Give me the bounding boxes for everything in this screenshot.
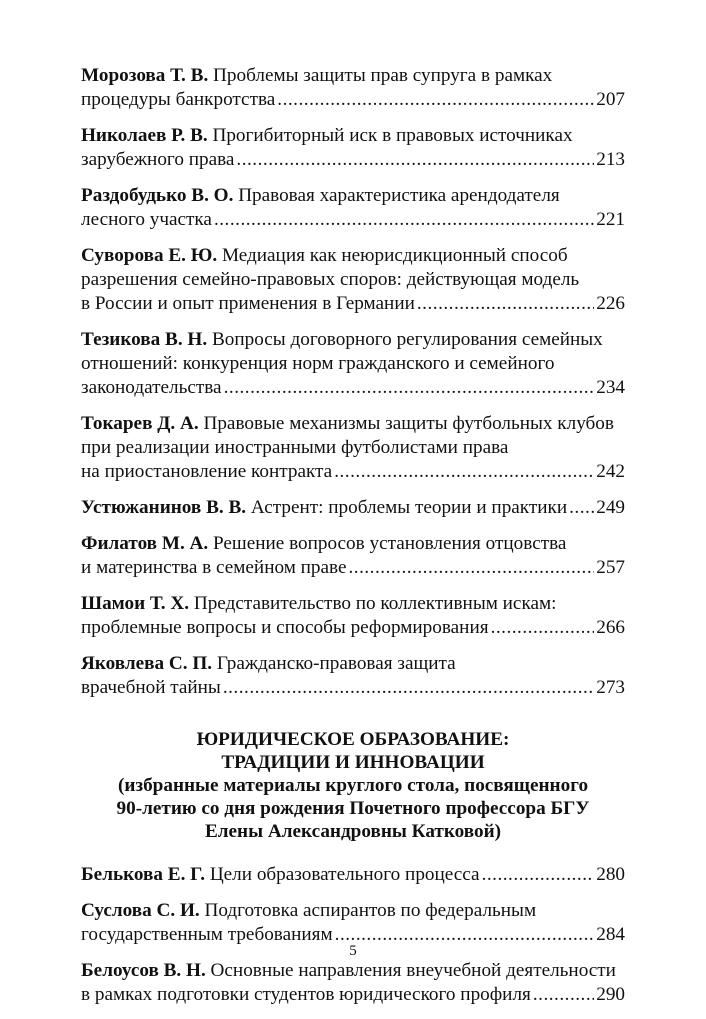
toc-entries-list — [81, 863, 625, 1007]
toc-entry-title-text — [81, 88, 275, 112]
toc-entry-title-line — [81, 532, 625, 556]
toc-entry-last-line — [81, 556, 625, 580]
toc-dot-leader — [214, 208, 594, 232]
toc-entry-title-end: Цели образовательного процесса — [209, 864, 480, 885]
toc-entry-title-line — [81, 64, 625, 88]
toc-entry-last-line — [81, 496, 625, 520]
toc-entry-author: Яковлева С. П. — [81, 653, 213, 674]
toc-dot-leader — [236, 148, 594, 172]
toc-entry-title-end: Астрент: проблемы теории и практики — [250, 497, 568, 518]
toc-entry-author: Токарев Д. А. — [81, 413, 199, 434]
toc-entry-page-number: 221 — [596, 209, 625, 230]
toc-entry — [81, 244, 625, 316]
toc-entry-page-number: 257 — [596, 557, 625, 578]
toc-entry-title-text: Основные направления внеучебной деятельности — [210, 960, 616, 981]
toc-entry-title-end: в рамках подготовки студентов юридического профиля — [81, 984, 531, 1005]
toc-entry-title-text — [81, 376, 222, 400]
toc-entry-author: Белоусов В. Н. — [81, 960, 206, 981]
toc-entry-title-text — [81, 556, 346, 580]
toc-entry — [81, 64, 625, 112]
toc-entry-title-text — [81, 676, 221, 700]
toc-entry-title-line — [81, 244, 625, 268]
toc-entry-title-line — [81, 592, 625, 616]
toc-entry-title-text: разрешения семейно-правовых споров: действующая модель — [81, 269, 580, 290]
toc-entry-title-line — [81, 959, 625, 983]
toc-dot-leader — [491, 616, 595, 640]
toc-entry-title-line — [81, 124, 625, 148]
toc-dot-leader — [569, 496, 594, 520]
toc-entry — [81, 124, 625, 172]
toc-entry-last-line — [81, 863, 625, 887]
toc-entry-author: Николаев Р. В. — [81, 125, 208, 146]
section-title-line: ТРАДИЦИИ И ИННОВАЦИИ — [221, 752, 485, 773]
toc-entry-author: Устюжанинов В. В. — [81, 497, 247, 518]
toc-entry-page-number: 242 — [596, 461, 625, 482]
toc-entry-title-line — [81, 352, 625, 376]
toc-entry-author: Филатов М. А. — [81, 533, 209, 554]
toc-entry — [81, 863, 625, 887]
toc-entry — [81, 532, 625, 580]
toc-entry-page-number: 266 — [596, 617, 625, 638]
toc-entry-author: Белькова Е. Г. — [81, 864, 206, 885]
toc-entry-author: Шамои Т. Х. — [81, 593, 190, 614]
toc-entry-page-number: 234 — [596, 377, 625, 398]
toc-dot-leader — [223, 676, 594, 700]
toc-entry-title-text: Вопросы договорного регулирования семейных — [211, 329, 603, 350]
toc-entry-title-line — [81, 436, 625, 460]
toc-entry-last-line — [81, 460, 625, 484]
toc-entry — [81, 328, 625, 400]
toc-entry-title-text — [81, 863, 480, 887]
toc-entry-title-end: процедуры банкротства — [81, 89, 276, 110]
toc-entry-title-text: Подготовка аспирантов по федеральным — [204, 900, 537, 921]
section-subtitle-line: 90-летию со дня рождения Почетного профессора БГУ — [116, 798, 590, 819]
toc-entry-title-end: в России и опыт применения в Германии — [81, 293, 415, 314]
toc-entry — [81, 496, 625, 520]
toc-entry-title-line — [81, 184, 625, 208]
toc-entry-last-line — [81, 616, 625, 640]
toc-entries-list — [81, 64, 625, 700]
toc-dot-leader — [533, 983, 594, 1007]
toc-entry-page-number: 280 — [596, 864, 625, 885]
toc-entry — [81, 412, 625, 484]
toc-entry-last-line — [81, 676, 625, 700]
table-of-contents — [81, 64, 625, 1019]
toc-entry-title-text: Правовые механизмы защиты футбольных клубов — [203, 413, 614, 434]
toc-entry-title-end: зарубежного права — [81, 149, 235, 170]
toc-entry-author: Суслова С. И. — [81, 900, 200, 921]
toc-entry-last-line — [81, 88, 625, 112]
toc-entry — [81, 184, 625, 232]
toc-entry-title-text — [81, 292, 415, 316]
toc-entry-page-number: 273 — [596, 677, 625, 698]
toc-entry-title-end: на приостановление контракта — [81, 461, 333, 482]
toc-entry-title-end: проблемные вопросы и способы реформирования — [81, 617, 489, 638]
toc-entry-title-text: Гражданско-правовая защита — [216, 653, 456, 674]
toc-dot-leader — [348, 556, 594, 580]
toc-entry-title-end: лесного участка — [81, 209, 212, 230]
toc-entry-title-text: отношений: конкуренция норм гражданского и семейного — [81, 353, 555, 374]
toc-entry-page-number: 207 — [596, 89, 625, 110]
toc-entry-page-number: 249 — [596, 497, 625, 518]
toc-entry-title-text — [81, 148, 234, 172]
toc-entry-title-text — [81, 208, 212, 232]
section-subtitle-line: (избранные материалы круглого стола, посвященного — [117, 775, 589, 796]
toc-entry-last-line — [81, 376, 625, 400]
toc-entry-page-number: 226 — [596, 293, 625, 314]
toc-entry — [81, 592, 625, 640]
toc-entry-title-text — [81, 460, 332, 484]
toc-entry-last-line — [81, 983, 625, 1007]
toc-entry-author: Раздобудько В. О. — [81, 185, 234, 206]
toc-dot-leader — [277, 88, 594, 112]
toc-entry-title-line — [81, 328, 625, 352]
toc-entry-title-end: государственным требованиям — [81, 924, 333, 945]
toc-entry-author: Суворова Е. Ю. — [81, 245, 218, 266]
toc-entry-last-line — [81, 292, 625, 316]
toc-entry-title-text: Представительство по коллективным искам: — [193, 593, 557, 614]
page-number: 5 — [349, 943, 357, 959]
toc-entry-page-number: 213 — [596, 149, 625, 170]
toc-dot-leader — [224, 376, 595, 400]
toc-entry-title-text — [81, 983, 531, 1007]
toc-entry-title-line — [81, 268, 625, 292]
toc-dot-leader — [334, 460, 594, 484]
section-title-line: ЮРИДИЧЕСКОЕ ОБРАЗОВАНИЕ: — [196, 729, 510, 750]
toc-dot-leader — [482, 863, 595, 887]
toc-entry-title-text — [81, 616, 489, 640]
toc-entry-title-line — [81, 412, 625, 436]
toc-entry-title-text: при реализации иностранными футболистами права — [81, 437, 509, 458]
toc-entry-last-line — [81, 148, 625, 172]
toc-entry-title-line — [81, 899, 625, 923]
toc-entry — [81, 652, 625, 700]
toc-entry-title-text: Медиация как неюрисдикционный способ — [221, 245, 568, 266]
toc-entry-last-line — [81, 208, 625, 232]
toc-entry-title-text: Решение вопросов установления отцовства — [213, 533, 567, 554]
toc-entry-title-end: и материнства в семейном праве — [81, 557, 347, 578]
toc-entry-title-end: врачебной тайны — [81, 677, 221, 698]
toc-entry-title-end: законодательства — [81, 377, 222, 398]
section-subtitle-line: Елены Александровны Катковой) — [204, 821, 502, 842]
section-heading — [81, 728, 625, 843]
toc-entry-title-text — [81, 496, 567, 520]
toc-entry-page-number: 290 — [596, 984, 625, 1005]
toc-dot-leader — [417, 292, 594, 316]
toc-entry-page-number: 284 — [596, 924, 625, 945]
toc-entry-author: Тезикова В. Н. — [81, 329, 208, 350]
toc-entry-title-text: Правовая характеристика арендодателя — [238, 185, 560, 206]
toc-entry-title-line — [81, 652, 625, 676]
toc-entry-title-text: Проблемы защиты прав супруга в рамках — [213, 65, 553, 86]
toc-entry — [81, 899, 625, 947]
toc-entry-title-text: Прогибиторный иск в правовых источниках — [212, 125, 573, 146]
toc-entry-author: Морозова Т. В. — [81, 65, 209, 86]
